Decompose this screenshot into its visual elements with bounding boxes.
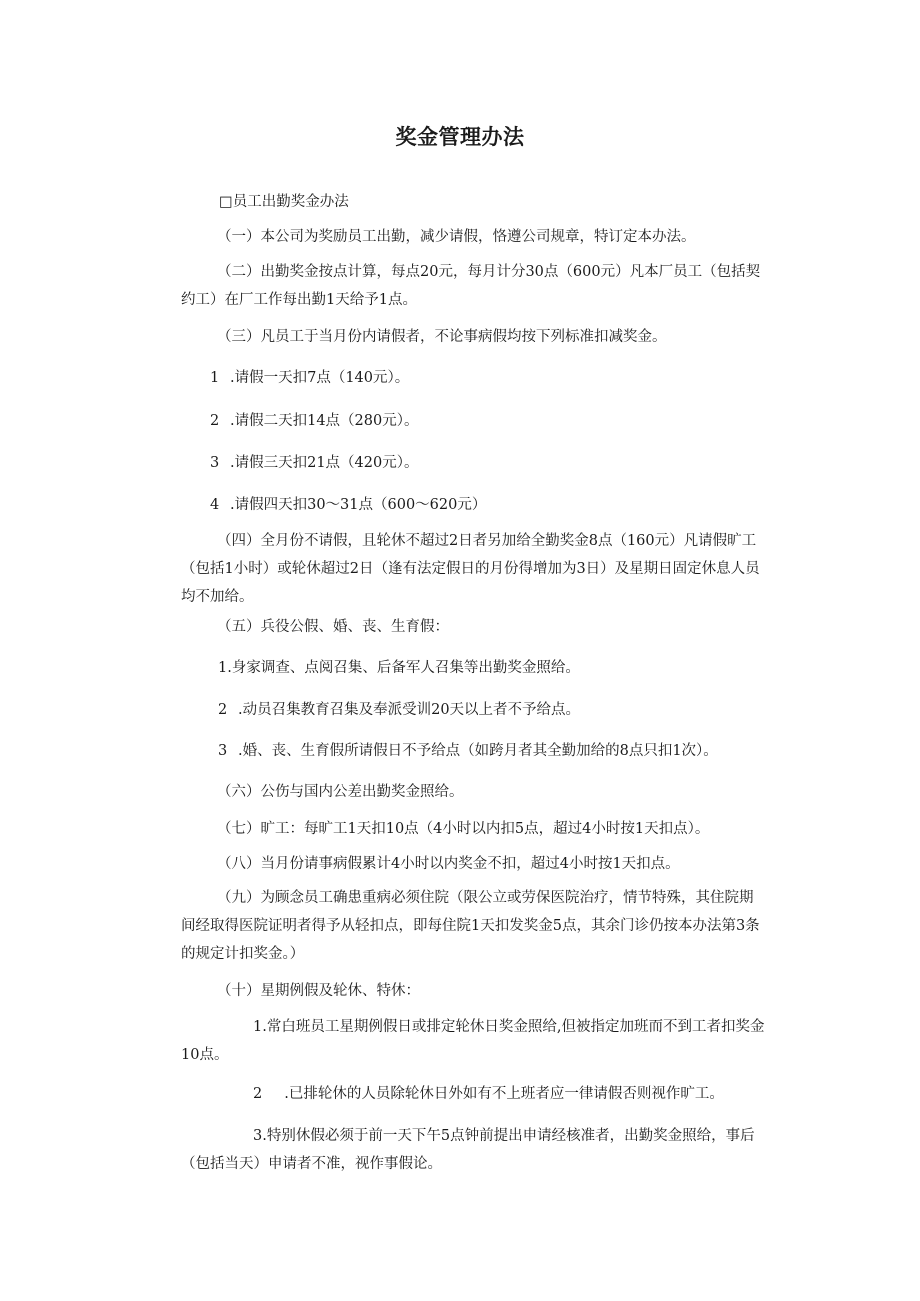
list-item <box>210 407 795 435</box>
section-heading: □员工出勤奖金办法 <box>219 194 349 210</box>
list-item <box>218 737 788 765</box>
list-text: .婚、丧、生育假所请假日不予给点（如跨月者其全勤加给的8点只扣1次）。 <box>238 743 718 759</box>
list-number: 3 <box>218 743 228 759</box>
paragraph-7: （七）旷工：每旷工1天扣10点（4小时以内扣5点，超过4小时按1天扣点）。 <box>217 821 710 837</box>
list-text: .已排轮休的人员除轮休日外如有不上班者应一律请假否则视作旷工。 <box>284 1086 724 1102</box>
list-item <box>181 1080 766 1108</box>
list-number: 1. <box>218 660 232 676</box>
paragraph-1: （一）本公司为奖励员工出勤，减少请假，恪遵公司规章，特订定本办法。 <box>217 229 696 245</box>
list-item <box>181 1122 766 1178</box>
paragraph-8: （八）当月份请事病假累计4小时以内奖金不扣，超过4小时按1天扣点。 <box>217 856 680 872</box>
list-item <box>218 696 803 724</box>
paragraph-9: （九）为顾念员工确患重病必须住院（限公立或劳保医院治疗，情节特殊，其住院期间经取得医院证明者得予从轻扣点，即每住院1天扣发奖金5点，其余门诊仍按本办法第3条的规定计扣奖金。） <box>181 890 760 962</box>
document-title: 奖金管理办法 <box>395 125 525 149</box>
list-item <box>210 449 795 477</box>
list-number: 3 <box>210 455 220 471</box>
list-text: .请假三天扣21点（420元）。 <box>230 455 419 471</box>
list-text: 身家调查、点阅召集、后备军人召集等出勤奖金照给。 <box>231 660 580 676</box>
list-item <box>181 1013 766 1069</box>
paragraph-2: （二）出勤奖金按点计算，每点20元，每月计分30点（600元）凡本厂员工（包括契约工）在厂工作每出勤1天给予1点。 <box>181 264 761 308</box>
list-text: .请假二天扣14点（280元）。 <box>230 413 419 429</box>
list-number: 2 <box>253 1086 263 1102</box>
list-number: 2 <box>218 702 228 718</box>
list-text: .特别休假必须于前一天下午5点钟前提出申请经核准者，出勤奖金照给，事后（包括当天）申请者不准，视作事假论。 <box>181 1128 755 1172</box>
list-number: 4 <box>210 497 220 513</box>
list-text: .动员召集教育召集及奉派受训20天以上者不予给点。 <box>238 702 581 718</box>
list-text: .请假四天扣30～31点（600～620元） <box>230 497 487 513</box>
paragraph-4: （四）全月份不请假，且轮休不超过2日者另加给全勤奖金8点（160元）凡请假旷工（包括1小时）或轮休超过2日（逢有法定假日的月份得增加为3日）及星期日固定休息人员均不加给。 <box>181 533 760 605</box>
list-text: .请假一天扣7点（140元）。 <box>230 370 410 386</box>
list-number: 3 <box>253 1128 263 1144</box>
list-number: 1 <box>253 1019 263 1035</box>
list-item <box>210 364 795 392</box>
paragraph-6: （六）公伤与国内公差出勤奖金照给。 <box>217 784 464 800</box>
paragraph-10: （十）星期例假及轮休、特休： <box>217 983 420 999</box>
paragraph-3: （三）凡员工于当月份内请假者，不论事病假均按下列标准扣减奖金。 <box>217 329 667 345</box>
list-number: 2 <box>210 413 220 429</box>
list-item <box>210 491 795 519</box>
list-text: .常白班员工星期例假日或排定轮休日奖金照给,但被指定加班而不到工者扣奖金10点。 <box>181 1019 765 1063</box>
list-number: 1 <box>210 370 220 386</box>
paragraph-5: （五）兵役公假、婚、丧、生育假： <box>217 619 449 635</box>
list-item <box>218 654 803 682</box>
